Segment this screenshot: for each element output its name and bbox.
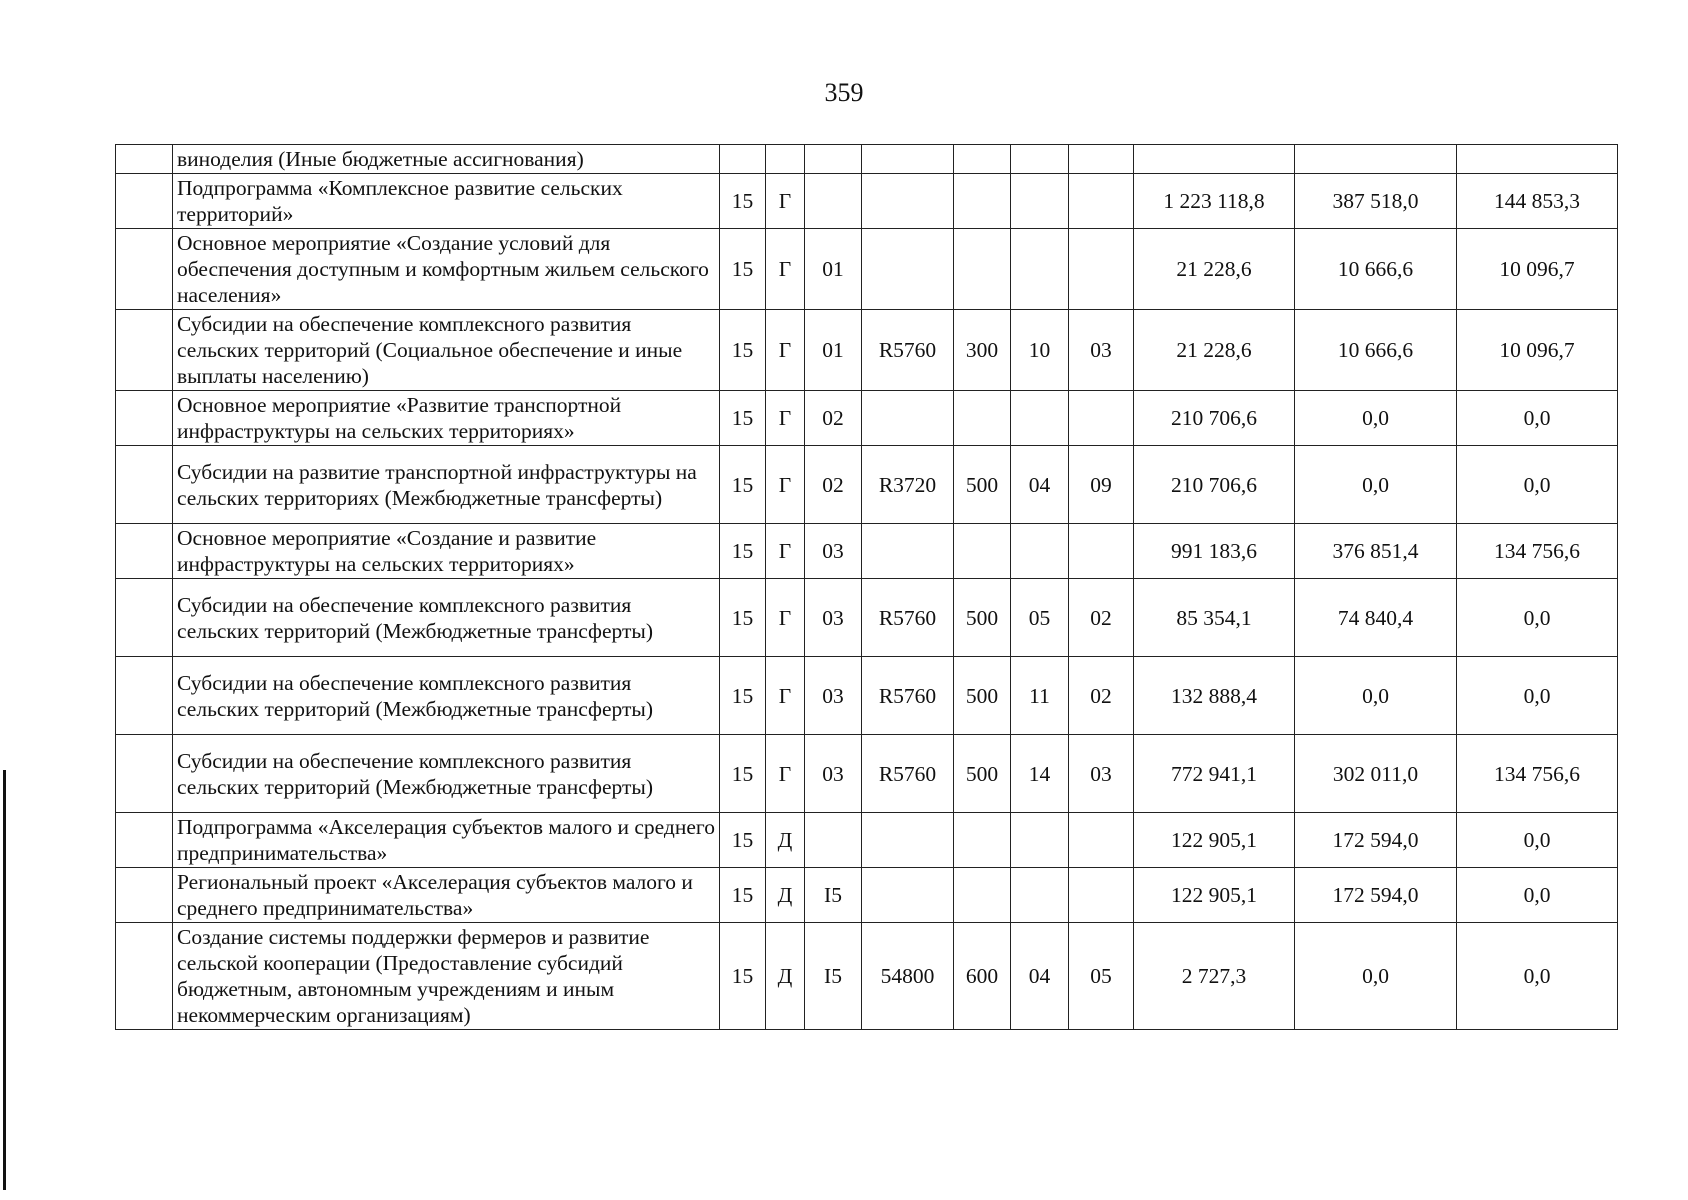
table-row <box>116 524 1618 579</box>
cell-expense-type: 500 <box>954 657 1011 735</box>
cell-subsection: 02 <box>1069 579 1134 657</box>
scan-edge-mark <box>3 770 6 1190</box>
cell-amount-year2: 10 666,6 <box>1295 229 1457 310</box>
cell-section <box>1011 145 1069 174</box>
table-row <box>116 735 1618 813</box>
cell-subprogram-code <box>805 174 862 229</box>
cell-amount-year1 <box>1134 145 1295 174</box>
cell-subsection: 03 <box>1069 735 1134 813</box>
table-row <box>116 657 1618 735</box>
table-row <box>116 923 1618 1030</box>
cell-subprogram-code: 03 <box>805 579 862 657</box>
page-number: 359 <box>824 78 864 107</box>
cell-subprogram-code: I5 <box>805 923 862 1030</box>
cell-section <box>1011 174 1069 229</box>
cell-expense-type <box>954 391 1011 446</box>
cell-program-code: Г <box>766 310 805 391</box>
cell-amount-year3: 10 096,7 <box>1457 310 1618 391</box>
table-row <box>116 174 1618 229</box>
cell-section <box>1011 391 1069 446</box>
cell-row-marker <box>116 446 173 524</box>
cell-program-code: Д <box>766 868 805 923</box>
cell-row-marker <box>116 813 173 868</box>
cell-program-code: Г <box>766 524 805 579</box>
cell-amount-year1: 772 941,1 <box>1134 735 1295 813</box>
cell-target-item: R3720 <box>862 446 954 524</box>
cell-program-code: Г <box>766 391 805 446</box>
cell-amount-year2: 0,0 <box>1295 923 1457 1030</box>
cell-program-code: Г <box>766 174 805 229</box>
cell-amount-year1: 21 228,6 <box>1134 229 1295 310</box>
table-body <box>116 145 1618 1030</box>
cell-item-name: виноделия (Иные бюджетные ассигнования) <box>173 145 720 174</box>
cell-row-marker <box>116 579 173 657</box>
cell-section <box>1011 813 1069 868</box>
cell-expense-type <box>954 145 1011 174</box>
cell-target-item <box>862 145 954 174</box>
cell-subsection <box>1069 391 1134 446</box>
cell-target-item <box>862 391 954 446</box>
cell-section: 05 <box>1011 579 1069 657</box>
cell-section: 04 <box>1011 923 1069 1030</box>
cell-amount-year2: 302 011,0 <box>1295 735 1457 813</box>
cell-ministry-code: 15 <box>720 446 766 524</box>
table-row <box>116 813 1618 868</box>
cell-amount-year2: 172 594,0 <box>1295 813 1457 868</box>
cell-expense-type: 500 <box>954 579 1011 657</box>
cell-program-code: Г <box>766 446 805 524</box>
cell-ministry-code: 15 <box>720 735 766 813</box>
cell-section: 11 <box>1011 657 1069 735</box>
cell-amount-year3: 134 756,6 <box>1457 524 1618 579</box>
cell-subsection <box>1069 145 1134 174</box>
cell-item-name: Субсидии на обеспечение комплексного развития сельских территорий (Межбюджетные трансферты) <box>173 657 720 735</box>
cell-amount-year2: 10 666,6 <box>1295 310 1457 391</box>
cell-target-item <box>862 524 954 579</box>
cell-expense-type <box>954 813 1011 868</box>
cell-target-item: R5760 <box>862 579 954 657</box>
cell-amount-year3: 0,0 <box>1457 579 1618 657</box>
cell-amount-year3: 10 096,7 <box>1457 229 1618 310</box>
cell-expense-type: 500 <box>954 735 1011 813</box>
cell-ministry-code: 15 <box>720 813 766 868</box>
cell-ministry-code: 15 <box>720 579 766 657</box>
cell-item-name: Региональный проект «Акселерация субъектов малого и среднего предпринимательства» <box>173 868 720 923</box>
cell-amount-year1: 2 727,3 <box>1134 923 1295 1030</box>
cell-row-marker <box>116 868 173 923</box>
cell-subsection <box>1069 868 1134 923</box>
cell-item-name: Создание системы поддержки фермеров и развитие сельской кооперации (Предоставление субсидий бюджетным, автономным учреждениям и иным некоммерческим организациям) <box>173 923 720 1030</box>
cell-amount-year3: 0,0 <box>1457 923 1618 1030</box>
cell-amount-year3: 134 756,6 <box>1457 735 1618 813</box>
cell-ministry-code: 15 <box>720 229 766 310</box>
cell-subsection: 05 <box>1069 923 1134 1030</box>
cell-ministry-code: 15 <box>720 174 766 229</box>
cell-amount-year1: 122 905,1 <box>1134 868 1295 923</box>
cell-amount-year3: 0,0 <box>1457 813 1618 868</box>
budget-table <box>115 144 1618 1030</box>
cell-program-code: Д <box>766 923 805 1030</box>
cell-amount-year2: 0,0 <box>1295 391 1457 446</box>
cell-amount-year1: 21 228,6 <box>1134 310 1295 391</box>
cell-item-name: Субсидии на развитие транспортной инфраструктуры на сельских территориях (Межбюджетные трансферты) <box>173 446 720 524</box>
cell-expense-type <box>954 524 1011 579</box>
cell-ministry-code <box>720 145 766 174</box>
cell-subsection: 03 <box>1069 310 1134 391</box>
table-row <box>116 229 1618 310</box>
cell-program-code: Г <box>766 579 805 657</box>
cell-row-marker <box>116 657 173 735</box>
cell-row-marker <box>116 735 173 813</box>
cell-row-marker <box>116 391 173 446</box>
cell-expense-type: 600 <box>954 923 1011 1030</box>
cell-row-marker <box>116 524 173 579</box>
cell-program-code <box>766 145 805 174</box>
cell-subsection <box>1069 813 1134 868</box>
cell-section: 10 <box>1011 310 1069 391</box>
cell-item-name: Субсидии на обеспечение комплексного развития сельских территорий (Социальное обеспечение и иные выплаты населению) <box>173 310 720 391</box>
cell-program-code: Г <box>766 229 805 310</box>
cell-target-item <box>862 868 954 923</box>
cell-subprogram-code: 02 <box>805 446 862 524</box>
cell-subprogram-code: 03 <box>805 657 862 735</box>
cell-target-item: R5760 <box>862 657 954 735</box>
table-row <box>116 310 1618 391</box>
cell-ministry-code: 15 <box>720 868 766 923</box>
cell-expense-type: 500 <box>954 446 1011 524</box>
cell-section <box>1011 868 1069 923</box>
cell-item-name: Субсидии на обеспечение комплексного развития сельских территорий (Межбюджетные трансферты) <box>173 735 720 813</box>
cell-subprogram-code <box>805 813 862 868</box>
cell-amount-year2 <box>1295 145 1457 174</box>
cell-subsection: 09 <box>1069 446 1134 524</box>
cell-item-name: Основное мероприятие «Развитие транспортной инфраструктуры на сельских территориях» <box>173 391 720 446</box>
table-row <box>116 446 1618 524</box>
cell-target-item <box>862 229 954 310</box>
cell-ministry-code: 15 <box>720 310 766 391</box>
cell-subprogram-code <box>805 145 862 174</box>
cell-amount-year3: 0,0 <box>1457 391 1618 446</box>
cell-subprogram-code: I5 <box>805 868 862 923</box>
table-row <box>116 391 1618 446</box>
cell-amount-year3: 0,0 <box>1457 657 1618 735</box>
cell-target-item: 54800 <box>862 923 954 1030</box>
cell-subprogram-code: 02 <box>805 391 862 446</box>
cell-target-item: R5760 <box>862 310 954 391</box>
cell-item-name: Основное мероприятие «Создание условий для обеспечения доступным и комфортным жильем сельского населения» <box>173 229 720 310</box>
cell-amount-year1: 210 706,6 <box>1134 391 1295 446</box>
cell-program-code: Г <box>766 657 805 735</box>
cell-ministry-code: 15 <box>720 524 766 579</box>
cell-amount-year3: 144 853,3 <box>1457 174 1618 229</box>
cell-amount-year2: 172 594,0 <box>1295 868 1457 923</box>
cell-ministry-code: 15 <box>720 923 766 1030</box>
cell-subsection <box>1069 174 1134 229</box>
cell-row-marker <box>116 310 173 391</box>
cell-subsection <box>1069 229 1134 310</box>
cell-expense-type <box>954 174 1011 229</box>
cell-expense-type: 300 <box>954 310 1011 391</box>
cell-item-name: Основное мероприятие «Создание и развитие инфраструктуры на сельских территориях» <box>173 524 720 579</box>
cell-item-name: Подпрограмма «Комплексное развитие сельских территорий» <box>173 174 720 229</box>
cell-subprogram-code: 01 <box>805 310 862 391</box>
cell-amount-year1: 122 905,1 <box>1134 813 1295 868</box>
cell-target-item <box>862 813 954 868</box>
cell-amount-year1: 85 354,1 <box>1134 579 1295 657</box>
cell-amount-year3: 0,0 <box>1457 868 1618 923</box>
cell-amount-year1: 132 888,4 <box>1134 657 1295 735</box>
cell-amount-year1: 210 706,6 <box>1134 446 1295 524</box>
cell-subprogram-code: 03 <box>805 735 862 813</box>
table-row <box>116 579 1618 657</box>
cell-amount-year1: 991 183,6 <box>1134 524 1295 579</box>
cell-program-code: Д <box>766 813 805 868</box>
cell-amount-year3: 0,0 <box>1457 446 1618 524</box>
cell-amount-year3 <box>1457 145 1618 174</box>
cell-section: 14 <box>1011 735 1069 813</box>
table-row <box>116 145 1618 174</box>
cell-row-marker <box>116 145 173 174</box>
cell-ministry-code: 15 <box>720 657 766 735</box>
cell-section <box>1011 524 1069 579</box>
cell-target-item: R5760 <box>862 735 954 813</box>
cell-subprogram-code: 03 <box>805 524 862 579</box>
cell-row-marker <box>116 229 173 310</box>
cell-ministry-code: 15 <box>720 391 766 446</box>
cell-item-name: Подпрограмма «Акселерация субъектов малого и среднего предпринимательства» <box>173 813 720 868</box>
cell-amount-year2: 0,0 <box>1295 657 1457 735</box>
cell-amount-year2: 74 840,4 <box>1295 579 1457 657</box>
cell-subsection <box>1069 524 1134 579</box>
cell-section: 04 <box>1011 446 1069 524</box>
cell-subprogram-code: 01 <box>805 229 862 310</box>
cell-amount-year2: 0,0 <box>1295 446 1457 524</box>
cell-subsection: 02 <box>1069 657 1134 735</box>
cell-item-name: Субсидии на обеспечение комплексного развития сельских территорий (Межбюджетные трансферты) <box>173 579 720 657</box>
cell-amount-year2: 387 518,0 <box>1295 174 1457 229</box>
cell-row-marker <box>116 174 173 229</box>
cell-target-item <box>862 174 954 229</box>
cell-expense-type <box>954 868 1011 923</box>
table-row <box>116 868 1618 923</box>
cell-expense-type <box>954 229 1011 310</box>
cell-section <box>1011 229 1069 310</box>
cell-program-code: Г <box>766 735 805 813</box>
cell-amount-year2: 376 851,4 <box>1295 524 1457 579</box>
cell-amount-year1: 1 223 118,8 <box>1134 174 1295 229</box>
cell-row-marker <box>116 923 173 1030</box>
